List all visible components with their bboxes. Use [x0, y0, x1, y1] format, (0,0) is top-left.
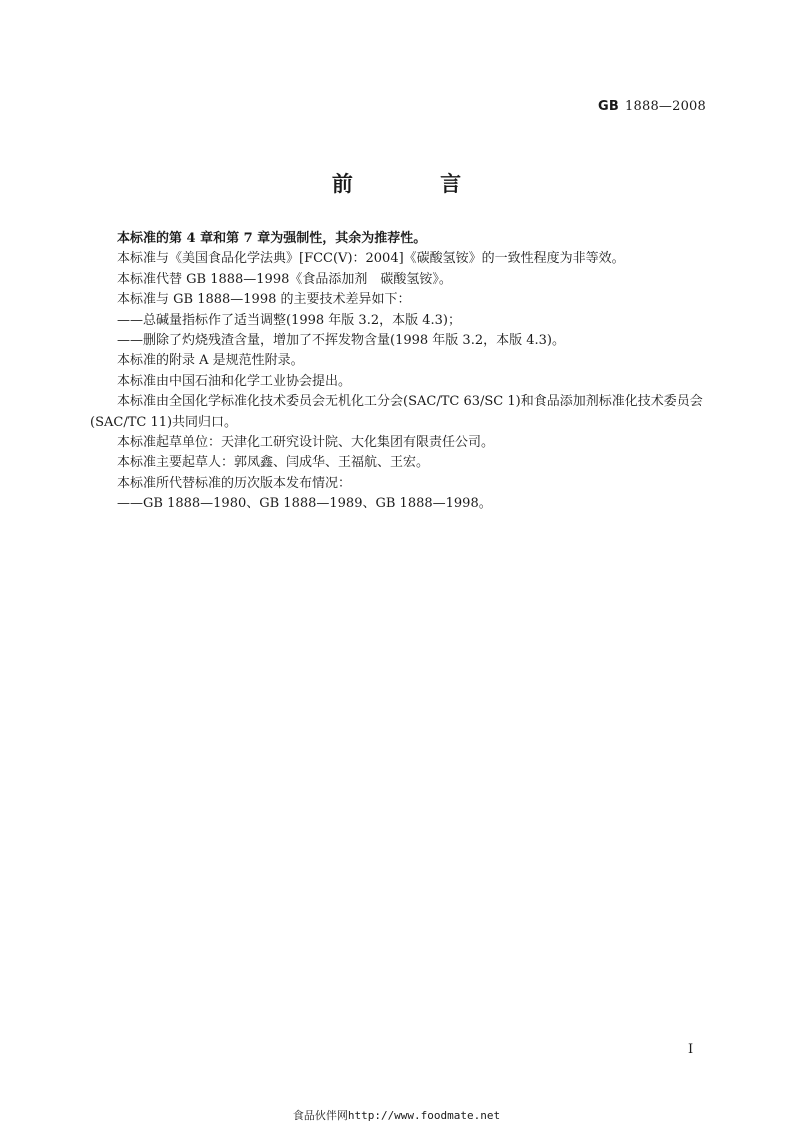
preface-body: [90, 229, 705, 515]
paragraph-previous-editions: ——GB 1888—1980、GB 1888—1989、GB 1888—1998。: [117, 496, 492, 512]
paragraph-differences-intro: 本标准与 GB 1888—1998 的主要技术差异如下：: [117, 292, 411, 308]
standard-number: 1888—2008: [625, 99, 706, 114]
footer-url[interactable]: http://www.foodmate.net: [347, 1109, 501, 1122]
paragraph-mandatory-chapters: 本标准的第 4 章和第 7 章为强制性，其余为推荐性。: [117, 231, 427, 246]
paragraph-difference-item: ——删除了灼烧残渣含量，增加了不挥发物含量(1998 年版 3.2，本版 4.3)。: [117, 333, 565, 349]
paragraph-consistency: 本标准与《美国食品化学法典》[FCC(Ⅴ)：2004]《碳酸氢铵》的一致性程度为非等效。: [117, 251, 625, 267]
paragraph-difference-item: ——总碱量指标作了适当调整(1998 年版 3.2，本版 4.3)；: [117, 312, 461, 328]
footer: [0, 1107, 793, 1123]
paragraph-drafters: 本标准主要起草人：郭凤鑫、闫成华、王福航、王宏。: [117, 455, 430, 471]
standard-prefix: GB: [598, 99, 620, 114]
page-number: Ⅰ: [688, 1042, 694, 1057]
paragraph-under-jurisdiction: 本标准由全国化学标准化技术委员会无机化工分会(SAC/TC 63/SC 1)和食品添加剂标准化技术委员会(SAC/TC 11)共同归口。: [90, 394, 703, 430]
paragraph-proposed-by: 本标准由中国石油和化学工业协会提出。: [117, 373, 352, 389]
paragraph-replaces: 本标准代替 GB 1888—1998《食品添加剂 碳酸氢铵》。: [117, 271, 452, 287]
paragraph-appendix: 本标准的附录 A 是规范性附录。: [117, 353, 304, 369]
page-title: 前 言: [331, 172, 502, 196]
paragraph-drafting-units: 本标准起草单位：天津化工研究设计院、大化集团有限责任公司。: [117, 435, 495, 451]
standard-code: [598, 99, 706, 114]
paragraph-previous-editions-intro: 本标准所代替标准的历次版本发布情况：: [117, 475, 352, 491]
footer-site-name: 食品伙伴网: [292, 1109, 348, 1122]
